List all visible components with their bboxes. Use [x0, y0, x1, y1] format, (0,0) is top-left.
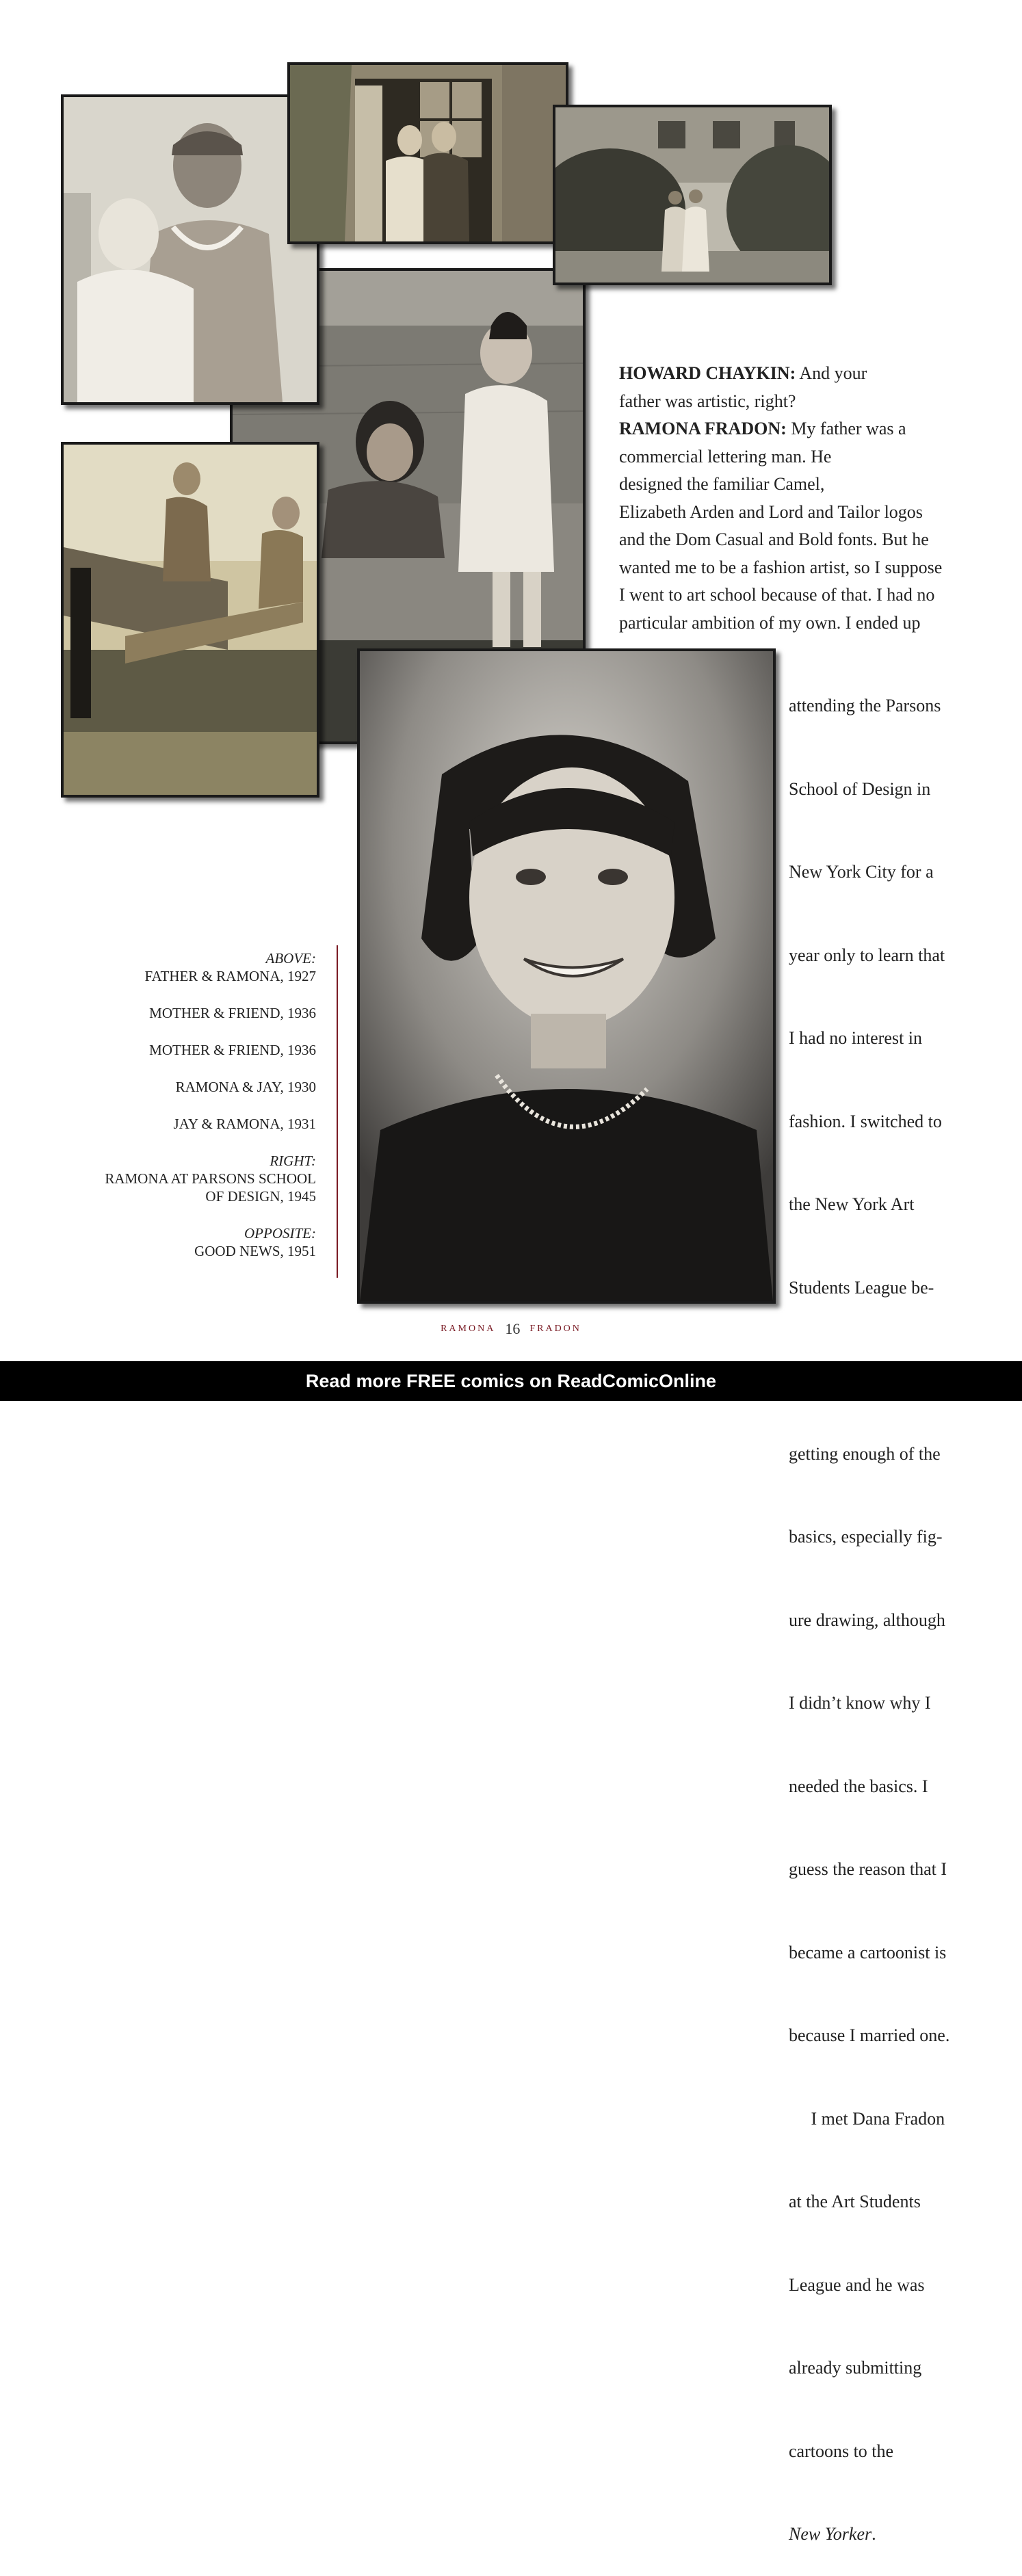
interview-text-upper	[619, 360, 975, 637]
photo-father-and-ramona-1927	[61, 94, 319, 405]
footer-banner-link[interactable]: Read more FREE comics on ReadComicOnline	[0, 1361, 1022, 1401]
interview-line: at the Art Students	[789, 2192, 921, 2211]
interview-line: wanted me to be a fashion artist, so I suppose	[619, 557, 943, 577]
interview-line: basics, especially fig-	[789, 1527, 943, 1547]
interview-line: because I married one.	[789, 2025, 950, 2045]
interview-line: New York City for a	[789, 862, 934, 882]
interview-line: year only to learn that	[789, 945, 945, 965]
interview-line	[789, 2521, 994, 2549]
caption-item: FATHER & RAMONA, 1927	[144, 968, 316, 984]
folio-running-head-left: RAMONA	[441, 1324, 496, 1334]
interview-line: guess the reason that I	[789, 1859, 947, 1879]
caption-item: RAMONA AT PARSONS SCHOOL	[105, 1170, 316, 1187]
interview-line: School of Design in	[789, 778, 931, 799]
interview-line-text: .	[872, 2524, 876, 2544]
interview-line: League and he was	[789, 2274, 925, 2295]
interview-line: I met Dana Fradon	[789, 2108, 945, 2129]
photo-mother-and-friend-1936-garden	[553, 105, 832, 285]
interview-line-text: My father was a	[786, 419, 906, 438]
interview-line: particular ambition of my own. I ended up	[619, 612, 921, 633]
interview-line: Elizabeth Arden and Lord and Tailor logos	[619, 501, 923, 522]
interview-line: cartoons to the	[789, 2441, 894, 2461]
interview-line: father was artistic, right?	[619, 391, 796, 411]
interview-line	[619, 415, 975, 443]
speaker-ramona-fradon: RAMONA FRADON:	[619, 419, 787, 438]
caption-item: MOTHER & FRIEND, 1936	[149, 1005, 316, 1021]
interview-line: I went to art school because of that. I had no	[619, 585, 935, 605]
publication-title: New Yorker	[789, 2524, 872, 2544]
photo-captions	[55, 949, 316, 1260]
caption-item: MOTHER & FRIEND, 1936	[149, 1042, 316, 1058]
interview-line: I didn’t know why I	[789, 1693, 931, 1713]
interview-line: fashion. I switched to	[789, 1111, 942, 1131]
photo-mother-and-friend-1936-doorway	[287, 62, 568, 244]
caption-item: GOOD NEWS, 1951	[194, 1243, 316, 1259]
folio-running-head-right: FRADON	[529, 1324, 581, 1334]
photo-ramona-and-jay-1930	[61, 442, 319, 798]
interview-line: getting enough of the	[789, 1443, 941, 1464]
caption-label-opposite: OPPOSITE:	[244, 1225, 316, 1241]
interview-line: ure drawing, although	[789, 1609, 945, 1630]
interview-line-text: And your	[796, 363, 867, 383]
interview-line	[619, 360, 975, 388]
interview-line: already submitting	[789, 2358, 922, 2378]
interview-line: attending the Parsons	[789, 696, 941, 715]
speaker-howard-chaykin: HOWARD CHAYKIN:	[619, 363, 796, 383]
caption-label-right: RIGHT:	[270, 1153, 316, 1169]
interview-line: Students League be-	[789, 1277, 934, 1298]
page-number: 16	[505, 1320, 521, 1337]
caption-label-above: ABOVE:	[265, 950, 316, 967]
interview-line: needed the basics. I	[789, 1776, 928, 1796]
caption-item: JAY & RAMONA, 1931	[173, 1116, 316, 1132]
interview-text-lower	[789, 637, 994, 2576]
interview-line: I had no interest in	[789, 1028, 922, 1048]
interview-line: commercial lettering man. He	[619, 446, 832, 466]
interview-line: and the Dom Casual and Bold fonts. But he	[619, 529, 929, 549]
interview-line: the New York Art	[789, 1194, 915, 1214]
caption-divider	[337, 945, 338, 1278]
photo-ramona-at-parsons-1945	[357, 648, 776, 1304]
interview-line: became a cartoonist is	[789, 1942, 947, 1962]
caption-item: RAMONA & JAY, 1930	[175, 1079, 316, 1095]
interview-line: designed the familiar Camel,	[619, 474, 825, 494]
page-folio	[0, 1320, 1022, 1338]
caption-item: OF DESIGN, 1945	[205, 1188, 316, 1205]
